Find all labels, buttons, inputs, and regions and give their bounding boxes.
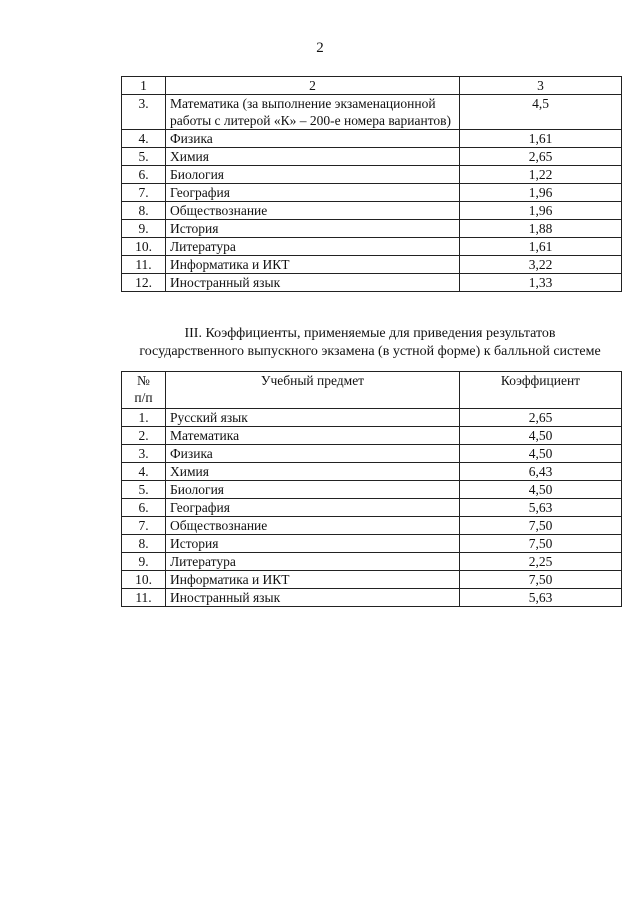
row-number: 6.: [122, 499, 166, 517]
row-number: 9.: [122, 220, 166, 238]
coefficient-cell: 5,63: [460, 499, 622, 517]
table-row: [122, 148, 622, 166]
row-number: 3.: [122, 95, 166, 130]
row-number: 12.: [122, 274, 166, 292]
subject-cell: Обществознание: [166, 517, 460, 535]
header-number-cell: [122, 372, 166, 409]
row-number: 5.: [122, 148, 166, 166]
table-row: [122, 463, 622, 481]
table-header-row: [122, 77, 622, 95]
subject-cell: Химия: [166, 148, 460, 166]
table-row: [122, 499, 622, 517]
table-row: [122, 95, 622, 130]
table-row: [122, 409, 622, 427]
coefficient-cell: 4,50: [460, 481, 622, 499]
subject-cell: Физика: [166, 445, 460, 463]
table-row: [122, 238, 622, 256]
row-number: 10.: [122, 571, 166, 589]
subject-cell: Иностранный язык: [166, 274, 460, 292]
table-row: [122, 202, 622, 220]
header-number-label: №: [137, 373, 150, 388]
table-row: [122, 274, 622, 292]
coefficient-cell: 1,61: [460, 238, 622, 256]
oral-exam-coefficients-table: [121, 371, 622, 607]
subject-cell: Информатика и ИКТ: [166, 256, 460, 274]
table-row: [122, 571, 622, 589]
subject-cell: Биология: [166, 166, 460, 184]
column-number-cell: 1: [122, 77, 166, 95]
row-number: 7.: [122, 517, 166, 535]
header-coefficient-cell: Коэффициент: [460, 372, 622, 409]
subject-cell: Русский язык: [166, 409, 460, 427]
coefficient-cell: 7,50: [460, 571, 622, 589]
row-number: 8.: [122, 535, 166, 553]
section-iii-heading: [100, 325, 640, 361]
table-row: [122, 535, 622, 553]
coefficient-cell: 2,25: [460, 553, 622, 571]
coefficient-cell: 7,50: [460, 517, 622, 535]
header-number-label: п/п: [134, 390, 153, 405]
subject-cell: История: [166, 220, 460, 238]
subject-cell: Математика (за выполнение экзаменационной работы с литерой «К» – 200-е номера вариантов): [166, 95, 460, 130]
table-row: [122, 220, 622, 238]
table-row: [122, 166, 622, 184]
coefficient-cell: 4,50: [460, 445, 622, 463]
row-number: 4.: [122, 130, 166, 148]
row-number: 8.: [122, 202, 166, 220]
column-number-cell: 2: [166, 77, 460, 95]
row-number: 11.: [122, 589, 166, 607]
subject-cell: Иностранный язык: [166, 589, 460, 607]
coefficient-cell: 2,65: [460, 409, 622, 427]
coefficient-cell: 4,5: [460, 95, 622, 130]
coefficient-cell: 1,88: [460, 220, 622, 238]
subject-cell: Биология: [166, 481, 460, 499]
subject-cell: Информатика и ИКТ: [166, 571, 460, 589]
row-number: 2.: [122, 427, 166, 445]
coefficient-cell: 1,96: [460, 202, 622, 220]
row-number: 9.: [122, 553, 166, 571]
subject-cell: История: [166, 535, 460, 553]
subject-cell: Литература: [166, 238, 460, 256]
row-number: 3.: [122, 445, 166, 463]
table-row: [122, 517, 622, 535]
table-row: [122, 184, 622, 202]
table-header-row: [122, 372, 622, 409]
header-subject-cell: Учебный предмет: [166, 372, 460, 409]
coefficients-table-continued: [121, 76, 622, 292]
table-row: [122, 130, 622, 148]
subject-cell: География: [166, 184, 460, 202]
subject-cell: Математика: [166, 427, 460, 445]
table-row: [122, 427, 622, 445]
coefficient-cell: 1,33: [460, 274, 622, 292]
row-number: 11.: [122, 256, 166, 274]
coefficient-cell: 1,61: [460, 130, 622, 148]
column-number-cell: 3: [460, 77, 622, 95]
coefficient-cell: 6,43: [460, 463, 622, 481]
row-number: 7.: [122, 184, 166, 202]
coefficient-cell: 4,50: [460, 427, 622, 445]
section-heading-line: III. Коэффициенты, применяемые для приведения результатов: [184, 326, 556, 341]
subject-cell: Обществознание: [166, 202, 460, 220]
page-number: 2: [316, 40, 324, 56]
coefficient-cell: 1,22: [460, 166, 622, 184]
subject-cell: Литература: [166, 553, 460, 571]
coefficient-cell: 1,96: [460, 184, 622, 202]
section-heading-line: государственного выпускного экзамена (в устной форме) к балльной системе: [139, 344, 601, 359]
table-row: [122, 256, 622, 274]
row-number: 5.: [122, 481, 166, 499]
row-number: 6.: [122, 166, 166, 184]
coefficient-cell: 2,65: [460, 148, 622, 166]
subject-cell: Химия: [166, 463, 460, 481]
row-number: 1.: [122, 409, 166, 427]
table-row: [122, 445, 622, 463]
subject-cell: Физика: [166, 130, 460, 148]
row-number: 10.: [122, 238, 166, 256]
coefficient-cell: 3,22: [460, 256, 622, 274]
row-number: 4.: [122, 463, 166, 481]
table-row: [122, 589, 622, 607]
table-row: [122, 553, 622, 571]
subject-cell: География: [166, 499, 460, 517]
coefficient-cell: 5,63: [460, 589, 622, 607]
table-row: [122, 481, 622, 499]
coefficient-cell: 7,50: [460, 535, 622, 553]
